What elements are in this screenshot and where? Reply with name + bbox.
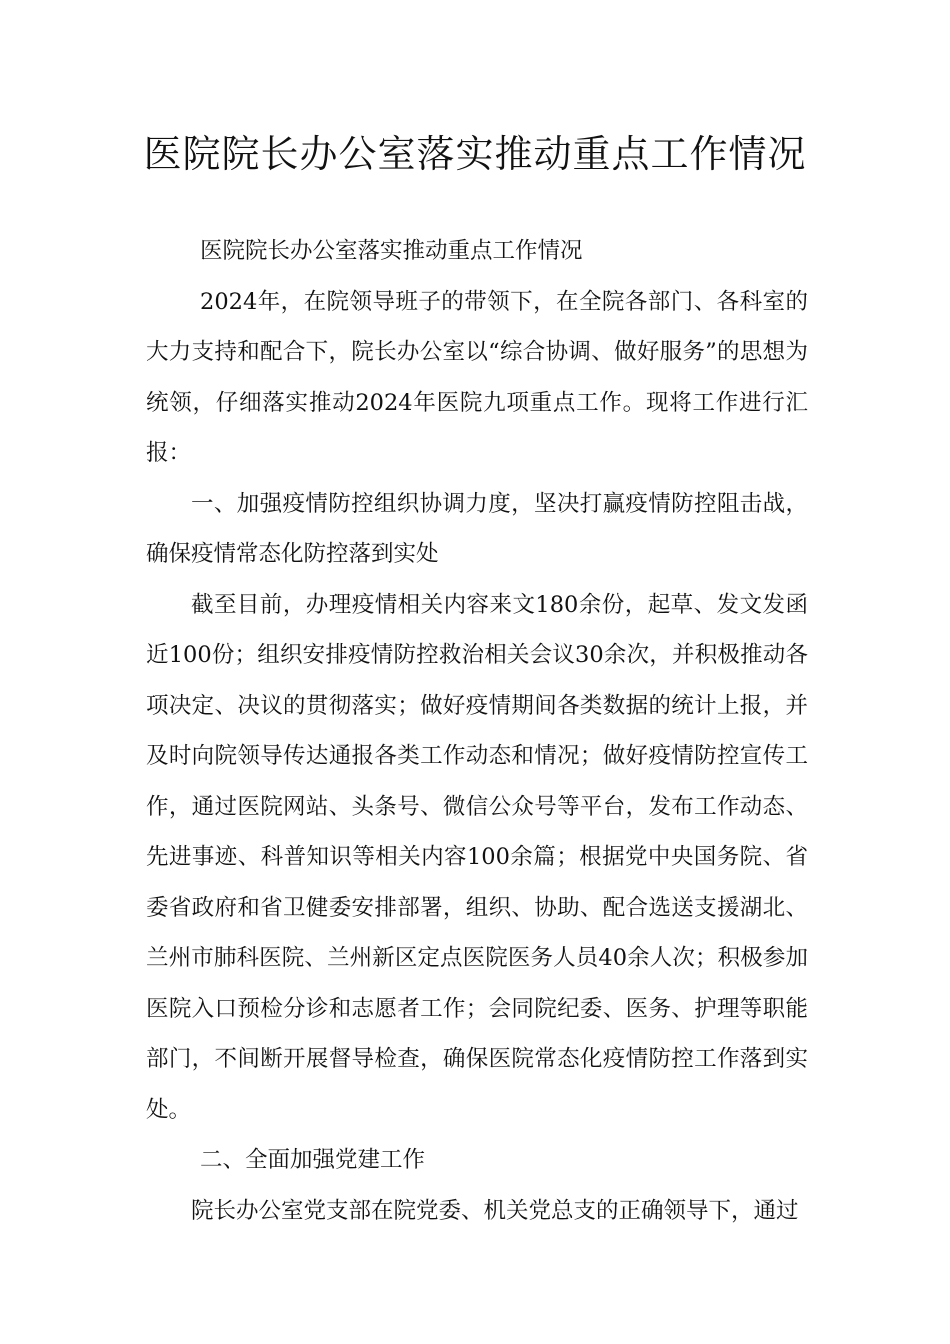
document-body bbox=[146, 226, 808, 1236]
document-subtitle: 医院院长办公室落实推动重点工作情况 bbox=[200, 238, 583, 264]
section-2-heading: 二、全面加强党建工作 bbox=[200, 1147, 426, 1173]
section-1-heading: 一、加强疫情防控组织协调力度，坚决打赢疫情防控阻击战，确保疫情常态化防控落到实处 bbox=[146, 490, 808, 567]
document-title: 医院院长办公室落实推动重点工作情况 bbox=[143, 132, 807, 176]
section-1-paragraph: 截至目前，办理疫情相关内容来文180余份，起草、发文发函近100份；组织安排疫情防控救治相关会议30余次，并积极推动各项决定、决议的贯彻落实；做好疫情期间各类数据的统计上报，并及时向院领导传达通报各类工作动态和情况；做好疫情防控宣传工作，通过医院网站、头条号、微信公众号等平台，发布工作动态、先进事迹、科普知识等相关内容100余篇；根据党中央国务院、省委省政府和省卫健委安排部署，组织、协助、配合选送支援湖北、兰州市肺科医院、兰州新区定点医院医务人员40余人次；积极参加医院入口预检分诊和志愿者工作；会同院纪委、医务、护理等职能部门，不间断开展督导检查，确保医院常态化疫情防控工作落到实处。 bbox=[146, 591, 808, 1123]
intro-paragraph: 2024年，在院领导班子的带领下，在全院各部门、各科室的大力支持和配合下，院长办公室以“综合协调、做好服务”的思想为统领，仔细落实推动2024年医院九项重点工作。现将工作进行汇报： bbox=[146, 288, 808, 466]
section-2-paragraph: 院长办公室党支部在院党委、机关党总支的正确领导下，通过 bbox=[191, 1197, 799, 1224]
